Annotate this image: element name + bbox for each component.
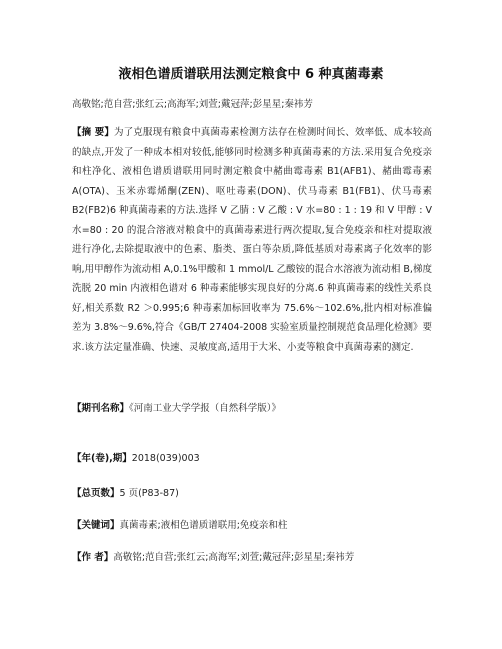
journal-name-row xyxy=(72,402,452,416)
abstract-text: 为了克服现有粮食中真菌毒素检测方法存在检测时间长、效率低、成本较高的缺点,开发了一种成本相对较低,能够同时检测多种真菌毒素的方法.采用复合免疫亲和柱净化、液相色谱质谱联用同时测定粮食中赭曲霉毒素 B1(AFB1)、赭曲霉毒素 A(OTA)、玉米赤霉烯酮(ZEN)、呕吐毒素(DON)、伏马毒素 B1(FB1)、伏马毒素 B2(FB2)6 种真菌毒素的方法.选择 V 乙腈 : V 乙酸 : V 水=80 : 1 : 19 和 V 甲醇 : V 水=80 : 20 的混合溶液对粮食中的真菌毒素进行两次提取,复合免疫亲和柱对提取液进行净化,去除提取液中的色素、脂类、蛋白等杂质,降低基质对毒素离子化效率的影响,用甲醇作为流动相 A,0.1%甲酸和 1 mmol/L 乙酸铵的混合水溶液为流动相 B,梯度洗脱 20 min 内液相色谱对 6 种毒素能够实现良好的分离.6 种真菌毒素的线性关系良好,相关系数 R2 ＞0.995;6 种毒素加标回收率为 75.6%～102.6%,批内相对标准偏差为 3.8%～9.6%,符合《GB/T 27404-2008 实验室质量控制规范食品理化检测》要求.该方法定量准确、快速、灵敏度高,适用于大米、小麦等粮食中真菌毒素的测定. xyxy=(72,127,432,353)
author-list: 高敬铭;范自营;张红云;高海军;刘萱;戴冠萍;彭星星;秦祎芳 xyxy=(72,99,313,110)
journal-value: 《河南工业大学学报（自然科学版）》 xyxy=(129,403,282,414)
abstract-section xyxy=(72,123,432,357)
author-value: 高敬铭;范自营;张红云;高海军;刘萱;戴冠萍;彭星星;秦祎芳 xyxy=(113,552,355,563)
keywords-value: 真菌毒素;液相色谱质谱联用;免疫亲和柱 xyxy=(119,520,288,531)
issue-value: 2018(039)003 xyxy=(131,453,200,464)
issue-row xyxy=(72,452,452,466)
journal-label: 【期刊名称】 xyxy=(72,403,130,414)
keywords-row xyxy=(72,519,452,533)
paper-title: 液相色谱质谱联用法测定粮食中 6 种真菌毒素 xyxy=(118,67,384,82)
pages-label: 【总页数】 xyxy=(72,488,120,499)
author-row xyxy=(72,551,452,565)
issue-label: 【年(卷),期】 xyxy=(72,453,132,464)
pages-value: 5 页(P83-87) xyxy=(119,488,179,499)
keywords-label: 【关键词】 xyxy=(72,520,120,531)
author-label: 【作 者】 xyxy=(72,552,114,563)
pages-row xyxy=(72,487,452,501)
abstract-label: 【摘 要】 xyxy=(72,127,115,138)
